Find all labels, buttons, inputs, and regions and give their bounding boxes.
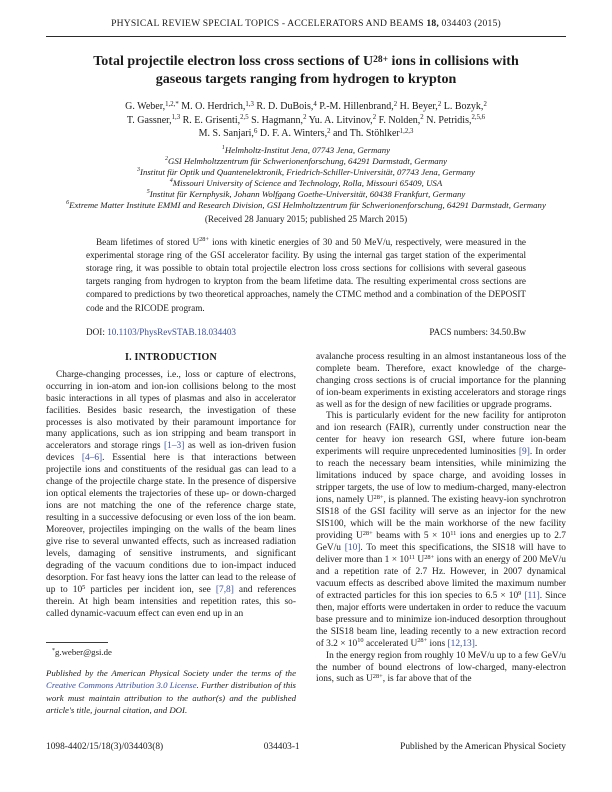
text-segment: Yu. A. Litvinov, (306, 114, 373, 126)
text-segment: Charge-changing processes, i.e., loss or capture of electrons, occurring in ion-atom and ion-ion collisions belong to the most basic interactions in all types of plasmas and also in accelerator facilities. Besides basic research, the investigation of these processes is also motivated by their paramount importance for many applications, such as ion stripping and beam transport in accelerators and storage rings (46, 369, 296, 452)
text-segment: 2 (420, 114, 424, 122)
two-column-body (46, 352, 566, 724)
doi-entry (86, 327, 236, 337)
text-segment: ions with an energy of 200 MeV/u and a repetition rate of 2.7 Hz. However, in 2007 dynamical vacuum effects as described above limited the maximum number of extracted particles for this ion species to 6.5 × 10 (316, 554, 566, 601)
affiliation-line (46, 145, 566, 156)
doi-pacs-line (86, 327, 526, 337)
text-segment: . Essential here is that interactions between projectile ions and constituents of the residual gas can lead to a change of the projectile charge state. In the presence of dispersive ion optical elements the trajectories of these up- or down-charged ions are not matching the one of the reference charge state, resulting in a successive defocusing or even loss of the ion beam. Moreover, projectiles impinging on the walls of the beam lines give rise to several unwanted effects, such as increased radiation levels, damaging of sensitive instruments, and significant degrading of the vacuum conditions due to ion-impact induced desorption. For fast heavy ions the latter can lead to the release of up to 10 (46, 453, 296, 595)
reference-link[interactable]: [11] (524, 590, 540, 601)
reference-link[interactable]: [10] (344, 542, 361, 553)
text-segment: T. Gassner, (126, 114, 172, 126)
text-segment: * (52, 648, 55, 655)
author-line (46, 114, 566, 128)
journal-volume: 18, (426, 18, 439, 29)
text-segment: 5 (146, 189, 150, 196)
text-segment: 2 (372, 114, 377, 122)
affiliation-line (46, 167, 566, 178)
text-segment: G. Weber, (125, 101, 166, 112)
doi-label: DOI: (86, 326, 105, 337)
text-segment: ions and energies up to 2.7 GeV/u (316, 531, 566, 553)
text-segment: 11 (450, 529, 457, 537)
author-list (46, 100, 566, 141)
paper-title (46, 53, 566, 89)
author-line (46, 100, 566, 114)
affiliation-line (46, 156, 566, 167)
footnote-rule (46, 642, 108, 643)
text-segment: and Th. Stöhlker (330, 128, 400, 139)
text-segment: 6 (253, 127, 258, 135)
paper-title-line1 (46, 53, 566, 71)
text-segment: 10 (357, 637, 364, 645)
footnote-block (46, 642, 296, 723)
issn-code: 1098-4402/15/18(3)/034403(8) (46, 742, 164, 752)
left-column (46, 352, 296, 724)
text-segment: 28+ (373, 54, 389, 65)
text-segment: 1,2,3 (399, 127, 414, 135)
text-segment: as well as ion-driven fusion devices (46, 441, 296, 464)
text-segment: Published by the American Physical Society under the terms of the (46, 668, 296, 679)
text-segment: 28+ (417, 637, 428, 645)
page-number: 034403-1 (263, 742, 300, 752)
received-line: (Received 28 January 2015; published 25 March 2015) (204, 213, 408, 224)
abstract (86, 236, 526, 315)
text-segment: 2 (393, 100, 398, 108)
text-segment: 2 (327, 127, 331, 135)
text-segment: GSI Helmholtzzentrum für Schwerionenforschung, 64291 Darmstadt, Germany (167, 155, 448, 166)
text-segment: g.weber@gsi.de (54, 647, 112, 658)
text-segment: N. Petridis, (423, 114, 472, 126)
paper-title-line2 (46, 71, 566, 89)
page-footer (46, 742, 566, 752)
text-segment: . In order to reach the necessary beam intensities, while minimizing the limitations induced by space charge, and avoiding losses in stripper targets, the use of low to medium-charged, many-electron ions, namely U (316, 447, 566, 506)
text-segment: This is particularly evident for the new facility for antiproton and ion research (FAIR), currently under construction near the center for heavy ion research GSI, where future ion-beam experiments will require unprecedented luminosities (316, 411, 566, 458)
text-segment: 2 (164, 156, 168, 163)
affiliations (46, 145, 566, 211)
text-segment: 4 (313, 100, 317, 108)
reference-link[interactable]: [1–3] (164, 441, 185, 452)
reference-link[interactable]: [12,13] (447, 638, 475, 649)
text-segment: . To meet this specifications, the SIS18 will have to deliver more than 1 × 10 (316, 542, 566, 565)
text-segment: D. F. A. Winters, (257, 128, 328, 139)
text-segment: 28+ (424, 553, 435, 561)
text-segment: 2 (303, 114, 307, 122)
text-segment: 28+ (199, 236, 209, 244)
reference-link[interactable]: [9] (518, 447, 530, 458)
text-segment: 28+ (362, 529, 373, 537)
text-segment: beams with 5 × 10 (372, 531, 451, 542)
text-segment: 4 (169, 178, 173, 185)
reference-link[interactable]: [7,8] (215, 584, 234, 595)
header-rule (46, 36, 566, 37)
text-segment: 2,5 (240, 114, 249, 122)
text-segment: 28+ (372, 673, 383, 681)
text-segment: R. D. DuBois, (253, 101, 314, 112)
intro-paragraph-1 (46, 370, 296, 621)
text-segment: U (415, 554, 425, 565)
affiliation-line (46, 178, 566, 189)
text-segment: gaseous targets ranging from hydrogen to krypton (155, 72, 457, 87)
text-segment: P.-M. Hillenbrand, (316, 101, 394, 112)
text-segment: particles per incident ion, see (85, 584, 216, 595)
intro-paragraph-2 (316, 411, 566, 650)
cc-license-link[interactable]: Creative Commons Attribution 3.0 License (46, 680, 197, 691)
journal-header (46, 18, 566, 37)
doi-link[interactable]: 10.1103/PhysRevSTAB.18.034403 (107, 326, 237, 337)
text-segment: 1,3 (171, 114, 181, 122)
intro-paragraph-1-continued (316, 352, 566, 412)
text-segment: 2 (437, 100, 442, 108)
text-segment: avalanche process resulting in an almost instantaneous loss of the complete beam. Therefore, exact knowledge of the charge-changing cross sections is of crucial importance for the planning of ion-beam experiments in existing accelerators and storage rings as well as for the design of new facilities or upgrade programs. (316, 351, 566, 410)
text-segment: S. Hagmann, (248, 114, 304, 126)
intro-paragraph-3 (316, 651, 566, 687)
text-segment: accelerated U (363, 638, 418, 649)
text-segment: . Further distribution of this work must maintain attribution to the author(s) and the published article's title, journal citation, and DOI. (46, 680, 296, 715)
text-segment: In the energy region from roughly 10 MeV/u up to a few GeV/u the number of bound electrons of low-charged, many-electron ions, such as U (316, 650, 566, 685)
text-segment: 1,2,* (165, 100, 179, 108)
section-heading-introduction: I. INTRODUCTION (125, 351, 217, 363)
text-segment: 5 (82, 583, 86, 591)
journal-title-line (46, 18, 566, 29)
text-segment: 2,5,6 (471, 114, 486, 122)
text-segment: 2 (483, 100, 487, 108)
text-segment: F. Nolden, (376, 114, 421, 126)
text-segment: . Since then, major efforts were undertaken in order to reduce the vacuum base pressure and to minimize ion-induced desorption throughout the SIS18 beam line, leading recently to a new extraction record of 3.2 × 10 (316, 590, 566, 649)
text-segment: ions in collisions with (388, 54, 519, 69)
text-segment: Total projectile electron loss cross sections of U (93, 54, 374, 69)
text-segment: , is far above that of the (382, 674, 472, 685)
text-segment: 11 (408, 553, 415, 561)
journal-name: PHYSICAL REVIEW SPECIAL TOPICS - ACCELERATORS AND BEAMS (111, 18, 424, 29)
text-segment: 1 (221, 145, 225, 152)
affiliation-line (46, 189, 566, 200)
text-segment: M. O. Herdrich, (178, 101, 246, 112)
text-segment: Missouri University of Science and Technology, Rolla, Missouri 65409, USA (172, 177, 443, 188)
text-segment: R. E. Grisenti, (180, 114, 241, 126)
author-line (46, 127, 566, 141)
text-segment: Institut für Kernphysik, Johann Wolfgang Goethe-Universität, 60438 Frankfurt, Germany (149, 188, 466, 199)
text-segment: Institut für Optik und Quantenelektronik, Friedrich-Schiller-Universität, 07743 Jena, Germany (140, 166, 475, 177)
journal-issue: 034403 (2015) (441, 18, 501, 29)
text-segment: , is planned. The existing heavy-ion synchrotron SIS18 of the GSI facility will serve as an injector for the new SIS100, which will be the main workhorse of the new facility providing U (316, 495, 566, 542)
text-segment: M. S. Sanjari, (198, 128, 254, 139)
text-segment: ions (427, 638, 448, 649)
text-segment: H. Beyer, (397, 101, 438, 112)
pacs-numbers: PACS numbers: 34.50.Bw (429, 326, 526, 337)
right-column (316, 352, 566, 724)
text-segment: Extreme Matter Institute EMMI and Research Division, GSI Helmholtzzentrum für Schwerionenforschung, 64291 Darmstadt, Germany (69, 199, 546, 210)
reference-link[interactable]: [4–6] (81, 453, 103, 464)
text-segment: 9 (518, 589, 522, 597)
text-segment: and references therein. At high beam intensities and repetition rates, this so-called dynamic-vacuum effect can even end up in an (46, 584, 297, 619)
affiliation-line (46, 200, 566, 211)
text-segment: 1,3 (245, 100, 254, 108)
text-segment: ions with kinetic energies of 30 and 50 MeV/u, respectively, were measured in the experimental storage ring of the GSI accelerator facility. By using the internal gas target station of the experimental storage ring, it was possible to obtain total projectile electron loss cross sections for collisions with several gaseous targets ranging from hydrogen to krypton from the beam lifetime data. The resulting experimental cross sections are compared to predictions by two theoretical approaches, namely the CTMC method and a combination of the DEPOSIT code and the RICODE program. (86, 236, 526, 313)
text-segment: . (474, 638, 478, 649)
text-segment: L. Bozyk, (441, 101, 484, 112)
text-segment: Beam lifetimes of stored U (96, 236, 200, 247)
text-segment: 6 (66, 200, 70, 207)
text-segment: 28+ (373, 493, 384, 501)
publisher-note: Published by the American Physical Society (400, 742, 566, 752)
corresponding-author-email (46, 647, 296, 658)
text-segment: Helmholtz-Institut Jena, 07743 Jena, Germany (224, 144, 391, 155)
license-notice (46, 667, 296, 715)
text-segment: 3 (137, 167, 141, 174)
